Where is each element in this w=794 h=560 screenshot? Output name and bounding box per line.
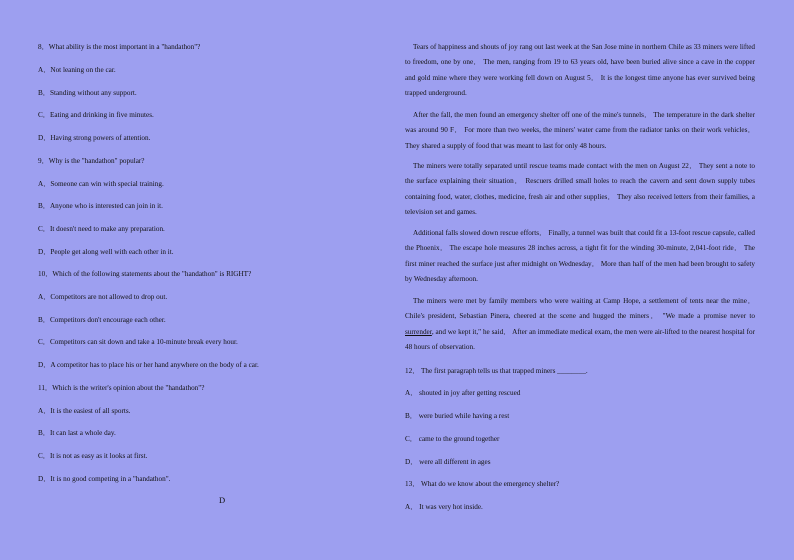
option-11c: C．It is not as easy as it looks at first. (38, 452, 148, 460)
question-12: 12． The first paragraph tells us that trapped miners ________. (405, 367, 588, 375)
passage-paragraph-4: Additional falls slowed down rescue efforts． Finally, a tunnel was built that could fit a 13-foot rescue capsule, called the Phoenix． The escape hole measures 28 inches across, a tight fit for the winding 30-minute, 2,041-foot ride． The first miner reached the surface just after midnight on Wednesday． More than half of the men had been brought to safety by Wednesday afternoon. (405, 229, 755, 284)
option-11a: A．It is the easiest of all sports. (38, 407, 131, 415)
option-10a: A．Competitors are not allowed to drop out. (38, 293, 168, 301)
passage-paragraph-2: After the fall, the men found an emergency shelter off one of the mine's tunnels． The temperature in the dark shelter was around 90 F． For more than two weeks, the miners' water came from the radiator tanks on their work vehicles． They shared a supply of food that was meant to last for only 48 hours. (405, 111, 755, 150)
option-10b: B．Competitors don't encourage each other. (38, 316, 166, 324)
option-9c: C．It doesn't need to make any preparation. (38, 225, 165, 233)
question-13: 13． What do we know about the emergency shelter? (405, 480, 560, 488)
option-10c: C．Competitors can sit down and take a 10-minute break every hour. (38, 338, 238, 346)
answer-marker: D (219, 495, 226, 505)
underlined-word: surrender (405, 327, 432, 336)
option-11b: B．It can last a whole day. (38, 429, 116, 437)
passage-paragraph-1: Tears of happiness and shouts of joy rang out last week at the San Jose mine in northern Chile as 33 miners were lifted to freedom, one by one． The men, ranging from 19 to 63 years old, have been buried alive since a cave in the copper and gold mine where they were working fell down on August 5． It is the longest time anyone has ever survived being trapped underground. (405, 43, 755, 98)
option-11d: D．It is no good competing in a "handathon". (38, 475, 171, 483)
question-8: 8．What ability is the most important in a "handathon"? (38, 43, 201, 51)
option-12c: C． came to the ground together (405, 435, 500, 443)
option-9a: A．Someone can win with special training. (38, 180, 164, 188)
option-8a: A．Not leaning on the car. (38, 66, 116, 74)
option-12d: D． were all different in ages (405, 458, 491, 466)
question-10: 10．Which of the following statements about the "handathon" is RIGHT? (38, 270, 252, 278)
question-9: 9．Why is the "handathon" popular? (38, 157, 145, 165)
paragraph-5-text-before: The miners were met by family members who were waiting at Camp Hope, a settlement of tents near the mine． Chile's president, Sebastian Pinera, cheered at the scene and hugged the miners． "We made a promise never to (405, 297, 755, 321)
passage-paragraph-5 (405, 294, 755, 356)
option-12b: B． were buried while having a rest (405, 412, 510, 420)
option-9d: D．People get along well with each other in it. (38, 248, 174, 256)
option-8b: B．Standing without any support. (38, 89, 137, 97)
option-9b: B．Anyone who is interested can join in it. (38, 202, 163, 210)
option-8d: D．Having strong powers of attention. (38, 134, 151, 142)
option-8c: C．Eating and drinking in five minutes. (38, 111, 154, 119)
option-13a: A． It was very hot inside. (405, 503, 483, 511)
question-11: 11．Which is the writer's opinion about the "handathon"? (38, 384, 205, 392)
option-10d: D．A competitor has to place his or her hand anywhere on the body of a car. (38, 361, 259, 369)
option-12a: A． shouted in joy after getting rescued (405, 389, 521, 397)
passage-paragraph-3: The miners were totally separated until rescue teams made contact with the men on August 22． They sent a note to the surface explaining their situation． Rescuers drilled small holes to reach the cavern and sent down supply tubes containing food, water, clothes, medicine, fresh air and other supplies． They also received letters from their families, a television set and games. (405, 162, 755, 217)
paragraph-5-text-after: , and we kept it," he said． After an immediate medical exam, the men were air-lifted to the nearest hospital for 48 hours of observation. (405, 327, 755, 352)
